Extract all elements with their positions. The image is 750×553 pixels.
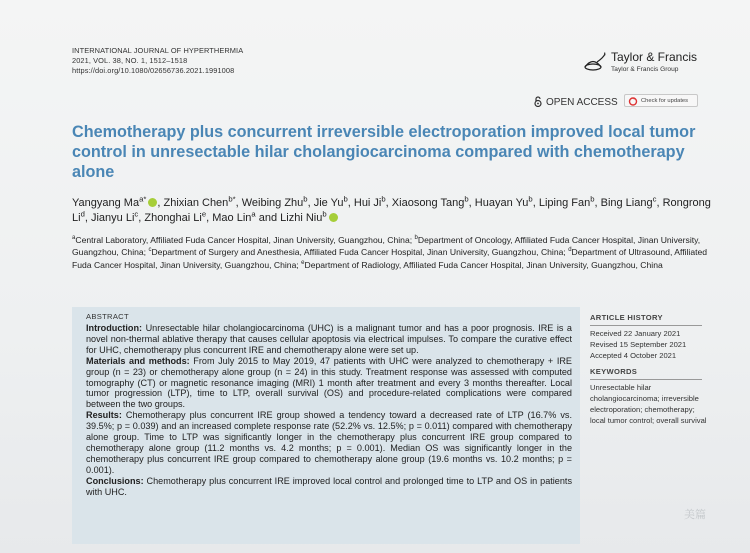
divider: [590, 379, 702, 380]
author-name: Jie Yu: [313, 197, 344, 209]
abstract-section: [86, 356, 572, 411]
publisher-logo: [583, 50, 703, 78]
author-separator: ,: [206, 212, 213, 224]
author-separator: ,: [532, 197, 539, 209]
author-affiliation-mark: b: [464, 194, 469, 204]
keywords-heading: KEYWORDS: [590, 367, 638, 376]
abstract-heading: ABSTRACT: [86, 312, 129, 321]
keywords-text: Unresectable hilar cholangiocarcinoma; irreversible electroporation; chemotherapy; local tumor control; overall survival: [590, 383, 707, 425]
open-access-label: OPEN ACCESS: [546, 97, 618, 108]
author-name: Mao Lin: [212, 212, 252, 224]
orcid-icon[interactable]: [329, 213, 338, 222]
received-date: Received 22 January 2021: [590, 329, 681, 338]
author: [72, 194, 164, 209]
affiliation-mark: b: [414, 235, 418, 242]
abstract-section-text: Chemotherapy plus concurrent IRE improved local control and prolonged time to LTP and OS in patients with UHC.: [86, 475, 572, 497]
author-separator: ,: [594, 197, 601, 209]
affiliation-list: [72, 234, 712, 271]
author-name: Zhixian Chen: [163, 197, 229, 209]
journal-meta: [72, 46, 243, 76]
doi-link[interactable]: https://doi.org/10.1080/02656736.2021.1991008: [72, 66, 235, 75]
author-affiliation-mark: e: [201, 209, 207, 219]
article-title: Chemotherapy plus concurrent irreversible electroporation improved local tumor control in unresectable hilar cholangiocarcinoma compared with chemotherapy alone: [72, 123, 696, 181]
abstract-section-text: Unresectable hilar cholangiocarcinoma (UHC) is a malignant tumor and has a poor prognosis. IRE is a novel non-thermal ablative therapy that causes cellular apoptosis via electrical impulses. To compare the curative effect for UHC, chemotherapy plus concurrent IRE and chemotherapy alone were set up.: [86, 323, 572, 355]
affiliation-text: Department of Ultrasound, Affiliated Fuda Cancer Hospital, Jinan University, Guangzhou, China;: [72, 247, 708, 270]
author-separator: ,: [84, 212, 91, 224]
author-separator: ,: [347, 197, 354, 209]
author-affiliation-mark: a: [251, 209, 256, 219]
author-name: Xiaosong Tang: [391, 197, 465, 209]
author: [600, 194, 663, 209]
affiliation-text: Department of Surgery and Anesthesia, Affiliated Fuda Cancer Hospital, Jinan University, Guangzhou, China;: [151, 247, 569, 258]
abstract-section-label: Introduction:: [86, 323, 143, 333]
author-name: Liping Fan: [538, 197, 591, 209]
author-affiliation-mark: b: [590, 194, 595, 204]
refresh-icon: [628, 97, 638, 106]
article-history: [590, 312, 710, 361]
abstract-section-label: Materials and methods:: [86, 355, 190, 366]
author-affiliation-mark: c: [134, 209, 139, 219]
affiliation-mark: a: [72, 235, 76, 242]
author: [241, 194, 314, 209]
author: [391, 194, 475, 209]
journal-name: INTERNATIONAL JOURNAL OF HYPERTHERMIA: [72, 46, 244, 55]
watermark: 美篇: [684, 509, 706, 521]
author-name: Huayan Yu: [474, 197, 529, 209]
affiliation-text: Department of Oncology, Affiliated Fuda Cancer Hospital, Jinan University, Guangzhou, China;: [72, 235, 701, 258]
author-list: [72, 196, 712, 226]
affiliation-text: Department of Radiology, Affiliated Fuda Cancer Hospital, Jinan University, Guangzhou, China: [304, 259, 663, 270]
article-history-heading: ARTICLE HISTORY: [590, 313, 663, 322]
author: [313, 194, 354, 209]
abstract-section: [86, 410, 572, 475]
author: [90, 209, 145, 224]
author-separator: ,: [235, 197, 242, 209]
affiliation-text: Central Laboratory, Affiliated Fuda Cancer Hospital, Jinan University, Guangzhou, China;: [75, 235, 415, 245]
abstract-section: [86, 476, 572, 498]
author-separator: ,: [157, 197, 164, 209]
author: [538, 194, 601, 209]
author-affiliation-mark: b: [322, 209, 327, 219]
author: [474, 194, 539, 209]
author-affiliation-mark: a*: [139, 194, 147, 204]
author-affiliation-mark: b: [381, 194, 386, 204]
author-separator: ,: [656, 197, 663, 209]
revised-date: Revised 15 September 2021: [590, 340, 687, 349]
abstract-section: [86, 323, 572, 356]
lamp-icon: [583, 50, 607, 74]
abstract-section-label: Conclusions:: [86, 475, 144, 486]
affiliation-mark: d: [568, 247, 572, 254]
check-updates-button[interactable]: [624, 94, 698, 107]
author-separator: and: [255, 212, 281, 224]
affiliation-mark: c: [148, 247, 152, 254]
accepted-date: Accepted 4 October 2021: [590, 351, 677, 360]
orcid-icon[interactable]: [148, 198, 157, 207]
check-updates-label: Check for updates: [641, 98, 689, 104]
author-affiliation-mark: b: [303, 194, 308, 204]
abstract-section-text: From July 2015 to May 2019, 47 patients with UHC were analyzed to chemotherapy + IRE group (n = 23) or chemotherapy alone group (n = 24) in this study. Treatment response was assessed with computed tomography (CT) or magnetic resonance imaging (MRI) 1 month after treatment and every 3 months thereafter. Local tumor progression (LTP), time to LTP, overall survival (OS) and procedure-related complications were compared between the two groups.: [86, 355, 572, 410]
author-name: Hui Ji: [353, 197, 382, 209]
author: [353, 194, 392, 209]
author-name: Zhonghai Li: [144, 212, 202, 224]
author-affiliation-mark: b*: [228, 194, 236, 204]
author-affiliation-mark: b: [343, 194, 348, 204]
author-name: Yangyang Ma: [72, 197, 140, 209]
keywords: [590, 366, 710, 426]
author-separator: ,: [468, 197, 475, 209]
open-access-badge: [534, 96, 618, 108]
author-name: Bing Liang: [600, 197, 653, 209]
author-affiliation-mark: c: [652, 194, 657, 204]
journal-volume: 2021, VOL. 38, NO. 1, 1512–1518: [72, 56, 188, 65]
publisher-group: Taylor & Francis Group: [611, 66, 679, 73]
abstract-section-text: Chemotherapy plus concurrent IRE group showed a tendency toward a decreased rate of LTP (16.7% vs. 39.5%; p = 0.039) and an increased complete response rate (52.2% vs. 12.5%; p = 0.011) compared with chemotherapy alone group. Time to LTP was significantly longer in the chemotherapy plus concurrent IRE group compared to chemotherapy alone group (11.2 months vs. 4.2 months; p = 0.001). Median OS was significantly longer in the chemotherapy plus concurrent IRE group compared to chemotherapy alone group (19.6 months vs. 10.2 months; p = 0.001).: [86, 410, 572, 475]
author: [280, 209, 337, 224]
publisher-name: Taylor & Francis: [611, 50, 698, 64]
author-name: Weibing Zhu: [241, 197, 304, 209]
abstract-body: [86, 323, 572, 498]
divider: [590, 325, 702, 326]
author: [212, 209, 281, 224]
author: [144, 209, 213, 224]
author-separator: ,: [385, 197, 392, 209]
author-name: Jianyu Li: [90, 212, 135, 224]
author-affiliation-mark: b: [528, 194, 533, 204]
author: [163, 194, 242, 209]
author-name: Rongrong Li: [72, 197, 711, 224]
affiliation-mark: e: [301, 259, 305, 266]
article-sidebar: [590, 312, 710, 431]
author-separator: ,: [138, 212, 145, 224]
abstract-section-label: Results:: [86, 410, 122, 421]
author-name: Lizhi Niu: [280, 212, 323, 224]
author-separator: ,: [307, 197, 314, 209]
author-affiliation-mark: d: [80, 209, 85, 219]
open-lock-icon: [534, 96, 542, 107]
